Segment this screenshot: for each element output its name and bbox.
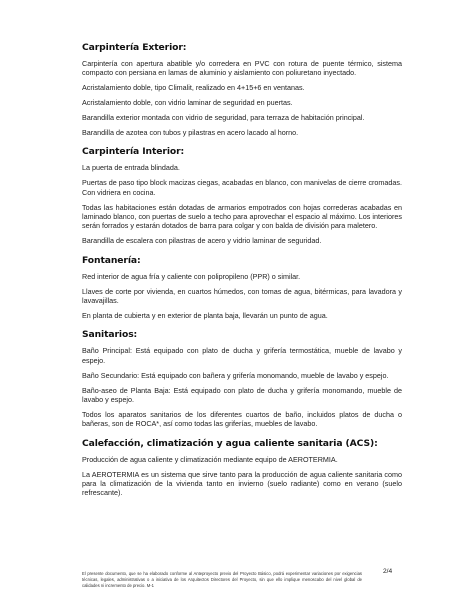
paragraph: Baño Principal: Está equipado con plato de ducha y grifería termostática, mueble de lavabo y espejo. <box>82 346 402 365</box>
paragraph: En planta de cubierta y en exterior de planta baja, llevarán un punto de agua. <box>82 311 328 320</box>
paragraph: Carpintería con apertura abatible y/o corredera en PVC con rotura de puente térmico, sistema compacto con persiana en lamas de aluminio y aislamiento con poliuretano inyectado. <box>82 59 402 78</box>
paragraph: Barandilla exterior montada con vidrio de seguridad, para terraza de habitación principal. <box>82 113 365 123</box>
paragraph: Baño Secundario: Está equipado con bañera y grifería monomando, mueble de lavabo y espejo. <box>82 370 389 380</box>
footer-disclaimer: El presente documento, que se ha elaborado conforme al Anteproyecto previo del Proyecto Básico, podrá experimentar variaciones por exigencias técnicas, legales, administrativas o a iniciativa de los Arquitectos Directores del Proyecto, sin que ello implique menoscabo del nivel global de calidades ni incremento de precio. M-1 <box>82 571 362 588</box>
page-number: 2/4 <box>383 568 393 575</box>
paragraph: Llaves de corte por vivienda, en cuartos húmedos, con tomas de agua, bitérmicas, para lavadora y lavavajillas. <box>82 286 402 306</box>
paragraph: Todos los aparatos sanitarios de los diferentes cuartos de baño, incluidos platos de ducha o bañeras, son de ROCA*, así como todas las griferías, muebles de lavabo. <box>82 409 402 429</box>
section-title: Carpintería Exterior: <box>82 42 187 53</box>
paragraph: Puertas de paso tipo block macizas ciegas, acabadas en blanco, con manivelas de cierre cromadas. Con vidriera en cocina. <box>82 178 402 197</box>
paragraph: Barandilla de escalera con pilastras de acero y vidrio laminar de seguridad. <box>82 236 322 246</box>
section-title: Calefacción, climatización y agua caliente sanitaria (ACS): <box>82 437 378 449</box>
paragraph: Producción de agua caliente y climatización mediante equipo de AEROTERMIA. <box>82 454 338 464</box>
section-title: Carpintería Interior: <box>82 146 185 158</box>
section-sanitarios <box>82 329 402 428</box>
section-carpinteria-exterior <box>82 42 402 137</box>
section-carpinteria-interior <box>82 146 402 245</box>
paragraph: Acristalamiento doble, tipo Climalit, realizado en 4+15+6 en ventanas. <box>82 83 305 93</box>
paragraph: La AEROTERMIA es un sistema que sirve tanto para la producción de agua caliente sanitaria como para la climatización de la vivienda tanto en invierno (suelo radiante) como en verano (suelo refrescante). <box>82 469 402 498</box>
paragraph: La puerta de entrada blindada. <box>82 163 180 173</box>
paragraph: Acristalamiento doble, con vidrio laminar de seguridad en puertas. <box>82 98 293 108</box>
section-title: Fontanería: <box>82 254 141 266</box>
paragraph: Red interior de agua fría y caliente con polipropileno (PPR) o similar. <box>82 271 301 281</box>
section-fontaneria <box>82 255 402 321</box>
paragraph: Todas las habitaciones están dotadas de armarios empotrados con hojas correderas acabadas en laminado blanco, con puertas de suelo a techo para aprovechar el espacio al máximo. Los interiores serán forrados y estarán dotados de barra para colgar y con balda de división para maletero. <box>82 202 402 231</box>
document-body <box>82 42 402 507</box>
section-calefaccion <box>82 438 402 498</box>
section-title: Sanitarios: <box>82 329 138 341</box>
paragraph: Baño-aseo de Planta Baja: Está equipado con plato de ducha y grifería monomando, mueble de lavabo y espejo. <box>82 385 402 405</box>
paragraph: Barandilla de azotea con tubos y pilastras en acero lacado al horno. <box>82 128 299 138</box>
